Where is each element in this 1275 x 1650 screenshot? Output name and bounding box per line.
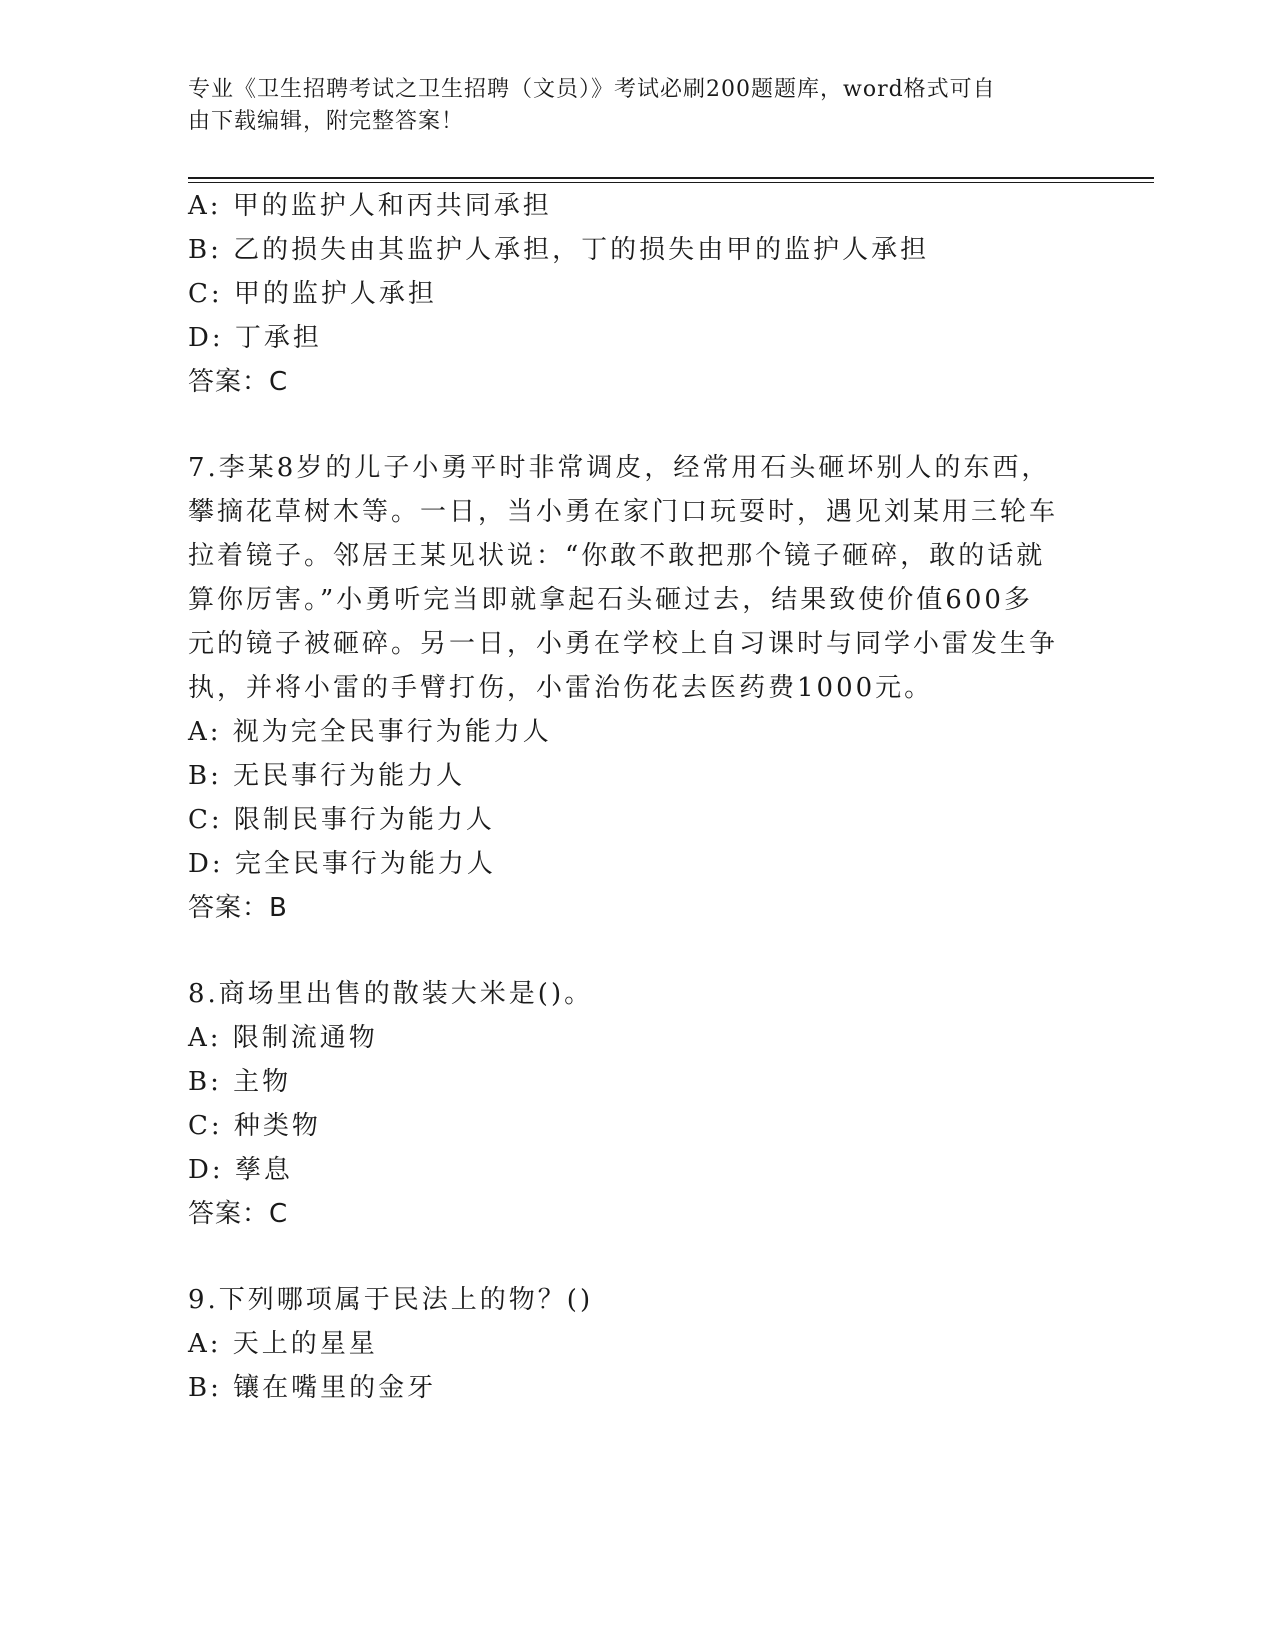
q7-stem-line-5: 元的镜子被砸碎。另一日，小勇在学校上自习课时与同学小雷发生争 [188,629,1059,659]
header-line-1: 专业《卫生招聘考试之卫生招聘（文员）》考试必刷200题题库，word格式可自 [188,77,996,102]
q6-answer: 答案：C [188,367,289,397]
q8-option-c: C: 种类物 [188,1111,321,1141]
header-divider-thick [188,177,1154,179]
q7-stem-line-4: 算你厉害。”小勇听完当即就拿起石头砸过去，结果致使价值600多 [188,585,1033,615]
q8-option-b: B: 主物 [188,1067,292,1097]
q9-stem: 9.下列哪项属于民法上的物？() [188,1285,594,1315]
q7-stem-line-1: 7.李某8岁的儿子小勇平时非常调皮，经常用石头砸坏别人的东西， [188,453,1051,483]
document-header [188,74,1068,138]
q6-option-a: A: 甲的监护人和丙共同承担 [188,191,552,221]
q6-option-b: B: 乙的损失由其监护人承担，丁的损失由甲的监护人承担 [188,235,930,265]
q8-stem: 8.商场里出售的散装大米是()。 [188,979,594,1009]
q7-stem-line-2: 攀摘花草树木等。一日，当小勇在家门口玩耍时，遇见刘某用三轮车 [188,497,1059,527]
header-divider-thin [188,182,1154,183]
q7-stem-line-6: 执，并将小雷的手臂打伤，小雷治伤花去医药费1000元。 [188,673,934,703]
q7-option-c: C: 限制民事行为能力人 [188,805,495,835]
q8-option-d: D: 孳息 [188,1155,293,1185]
header-line-2: 由下载编辑，附完整答案！ [188,109,465,134]
q9-option-b: B: 镶在嘴里的金牙 [188,1373,437,1403]
q8-answer: 答案：C [188,1199,289,1229]
q7-stem-line-3: 拉着镜子。邻居王某见状说：“你敢不敢把那个镜子砸碎，敢的话就 [188,541,1046,571]
q8-option-a: A: 限制流通物 [188,1023,378,1053]
q6-option-c: C: 甲的监护人承担 [188,279,437,309]
q7-option-b: B: 无民事行为能力人 [188,761,466,791]
q7-answer: 答案：B [188,893,288,923]
q9-option-a: A: 天上的星星 [188,1329,378,1359]
q7-option-a: A: 视为完全民事行为能力人 [188,717,552,747]
q7-option-d: D: 完全民事行为能力人 [188,849,496,879]
q6-option-d: D: 丁承担 [188,323,322,353]
